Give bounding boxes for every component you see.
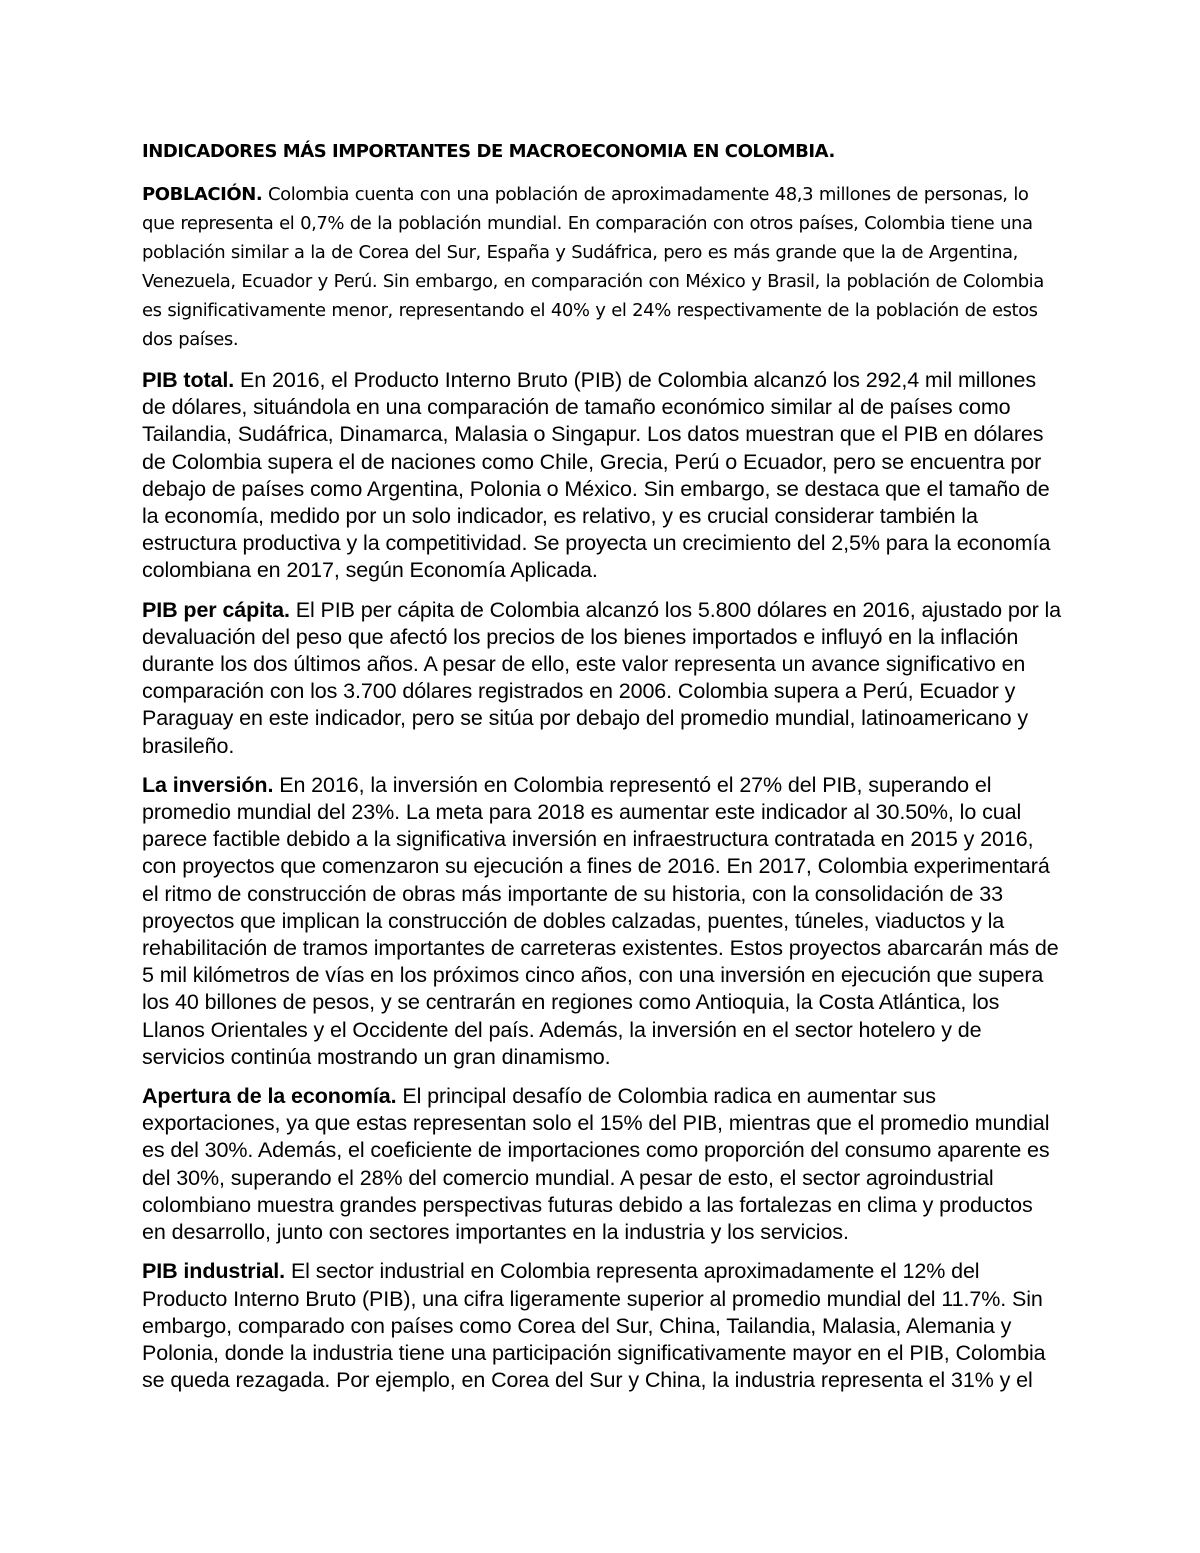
section-body-pib-industrial: El sector industrial en Colombia representa aproximadamente el 12% del Producto Interno Bruto (PIB), una cifra ligeramente superior al promedio mundial del 11.7%. Sin embargo, comparado con países como Corea del Sur, China, Tailandia, Malasia, Alemania y Polonia, donde la industria tiene una participación significativamente mayor en el PIB, Colombia se queda rezagada. Por ejemplo, en Corea del Sur y China, la industria representa el 31% y el — [142, 1259, 1046, 1393]
section-body-pib-per-capita: El PIB per cápita de Colombia alcanzó los 5.800 dólares en 2016, ajustado por la devaluación del peso que afectó los precios de los bienes importados e influyó en la inflación durante los dos últimos años. A pesar de ello, este valor representa un avance significativo en comparación con los 3.700 dólares registrados en 2006. Colombia supera a Perú, Ecuador y Paraguay en este indicador, pero se sitúa por debajo del promedio mundial, latinoamericano y brasileño. — [142, 597, 1062, 758]
section-pib-per-capita — [142, 597, 1062, 760]
section-heading-pib-industrial: PIB industrial. — [142, 1259, 286, 1284]
section-heading-poblacion: POBLACIÓN. — [142, 184, 263, 205]
document-title: INDICADORES MÁS IMPORTANTES DE MACROECONOMIA EN COLOMBIA. — [142, 141, 835, 162]
section-body-apertura: El principal desafío de Colombia radica en aumentar sus exportaciones, ya que estas representan solo el 15% del PIB, mientras que el promedio mundial es del 30%. Además, el coeficiente de importaciones como proporción del consumo aparente es del 30%, superando el 28% del comercio mundial. A pesar de esto, el sector agroindustrial colombiano muestra grandes perspectivas futuras debido a las fortalezas en clima y productos en desarrollo, junto con sectores importantes en la industria y los servicios. — [142, 1084, 1050, 1245]
section-body-pib-total: En 2016, el Producto Interno Bruto (PIB) de Colombia alcanzó los 292,4 mil millones de dólares, situándola en una comparación de tamaño económico similar al de países como Tailandia, Sudáfrica, Dinamarca, Malasia o Singapur. Los datos muestran que el PIB en dólares de Colombia supera el de naciones como Chile, Grecia, Perú o Ecuador, pero se encuentra por debajo de países como Argentina, Polonia o México. Sin embargo, se destaca que el tamaño de la economía, medido por un solo indicador, es relativo, y es crucial considerar también la estructura productiva y la competitividad. Se proyecta un crecimiento del 2,5% para la economía colombiana en 2017, según Economía Aplicada. — [142, 368, 1051, 583]
section-body-inversion: En 2016, la inversión en Colombia representó el 27% del PIB, superando el promedio mundial del 23%. La meta para 2018 es aumentar este indicador al 30.50%, lo cual parece factible debido a la significativa inversión en infraestructura contratada en 2015 y 2016, con proyectos que comenzaron su ejecución a fines de 2016. En 2017, Colombia experimentará el ritmo de construcción de obras más importante de su historia, con la consolidación de 33 proyectos que implican la construcción de dobles calzadas, puentes, túneles, viaductos y la rehabilitación de tramos importantes de carreteras existentes. Estos proyectos abarcarán más de 5 mil kilómetros de vías en los próximos cinco años, con una inversión en ejecución que supera los 40 billones de pesos, y se centrarán en regiones como Antioquia, la Costa Atlántica, los Llanos Orientales y el Occidente del país. Además, la inversión en el sector hotelero y de servicios continúa mostrando un gran dinamismo. — [142, 772, 1059, 1069]
section-inversion — [142, 772, 1062, 1071]
section-heading-inversion: La inversión. — [142, 772, 274, 797]
section-poblacion — [142, 180, 1062, 354]
section-heading-pib-per-capita: PIB per cápita. — [142, 597, 290, 622]
section-pib-industrial — [142, 1258, 1062, 1394]
section-heading-apertura: Apertura de la economía. — [142, 1084, 397, 1109]
section-apertura — [142, 1083, 1062, 1246]
section-pib-total — [142, 367, 1062, 585]
document-page — [142, 138, 1062, 1406]
section-heading-pib-total: PIB total. — [142, 368, 235, 392]
section-body-poblacion: Colombia cuenta con una población de aproximadamente 48,3 millones de personas, lo que representa el 0,7% de la población mundial. En comparación con otros países, Colombia tiene una población similar a la de Corea del Sur, España y Sudáfrica, pero es más grande que la de Argentina, Venezuela, Ecuador y Perú. Sin embargo, en comparación con México y Brasil, la población de Colombia es significativamente menor, representando el 40% y el 24% respectivamente de la población de estos dos países. — [142, 184, 1044, 350]
